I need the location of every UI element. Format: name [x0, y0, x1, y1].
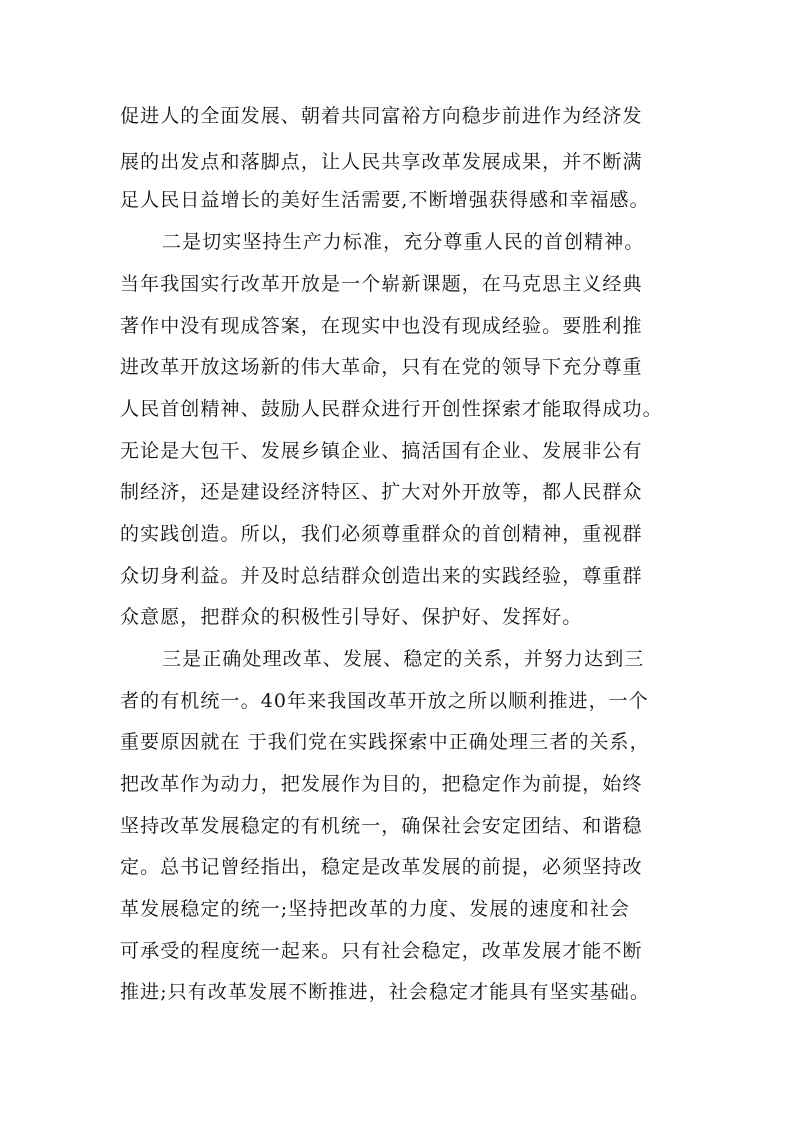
text-line-10: 制经济，还是建设经济特区、扩大对外开放等，都人民群众 — [120, 481, 643, 503]
text-line-2: 展的出发点和落脚点，让人民共享改革发展成果，并不断满 — [120, 151, 643, 173]
text-line-21: 可承受的程度统一起来。只有社会稳定，改革发展才能不断 — [120, 940, 643, 962]
text-line-7: 进改革开放这场新的伟大革命，只有在党的领导下充分尊重 — [120, 356, 643, 378]
text-line-18: 坚持改革发展稳定的有机统一，确保社会安定团结、和谐稳 — [120, 815, 643, 837]
text-line-13: 众意愿，把群众的积极性引导好、保护好、发挥好。 — [120, 606, 583, 628]
paragraph-2-first-line: 二是切实坚持生产力标准，充分尊重人民的首创精神。 — [162, 231, 645, 253]
paragraph-3-first-line: 三是正确处理改革、发展、稳定的关系，并努力达到三 — [162, 648, 645, 670]
text-line-1: 促进人的全面发展、朝着共同富裕方向稳步前进作为经济发 — [120, 105, 643, 127]
text-line-6: 著作中没有现成答案，在现实中也没有现成经验。要胜利推 — [120, 315, 643, 337]
text-line-5: 当年我国实行改革开放是一个崭新课题，在马克思主义经典 — [120, 273, 643, 295]
text-line-12: 众切身利益。并及时总结群众创造出来的实践经验，尊重群 — [120, 565, 643, 587]
text-line-15: 者的有机统一。40年来我国改革开放之所以顺利推进，一个 — [120, 690, 649, 712]
text-line-17: 把改革作为动力，把发展作为目的，把稳定作为前提，始终 — [120, 773, 643, 795]
text-line-16: 重要原因就在 于我们党在实践探索中正确处理三者的关系， — [120, 731, 650, 753]
text-line-19: 定。总书记曾经指出，稳定是改革发展的前提，必须坚持改 — [120, 856, 643, 878]
text-line-9: 无论是大包干、发展乡镇企业、搞活国有企业、发展非公有 — [120, 440, 643, 462]
text-line-22: 推进;只有改革发展不断推进，社会稳定才能具有坚实基础。 — [120, 981, 651, 1003]
text-line-3: 足人民日益增长的美好生活需要,不断增强获得感和幸福感。 — [120, 189, 650, 211]
text-line-8: 人民首创精神、鼓励人民群众进行开创性探索才能取得成功。 — [120, 398, 663, 420]
text-line-11: 的实践创造。所以，我们必须尊重群众的首创精神，重视群 — [120, 523, 643, 545]
text-line-20: 革发展稳定的统一;坚持把改革的力度、发展的速度和社会 — [120, 898, 631, 920]
